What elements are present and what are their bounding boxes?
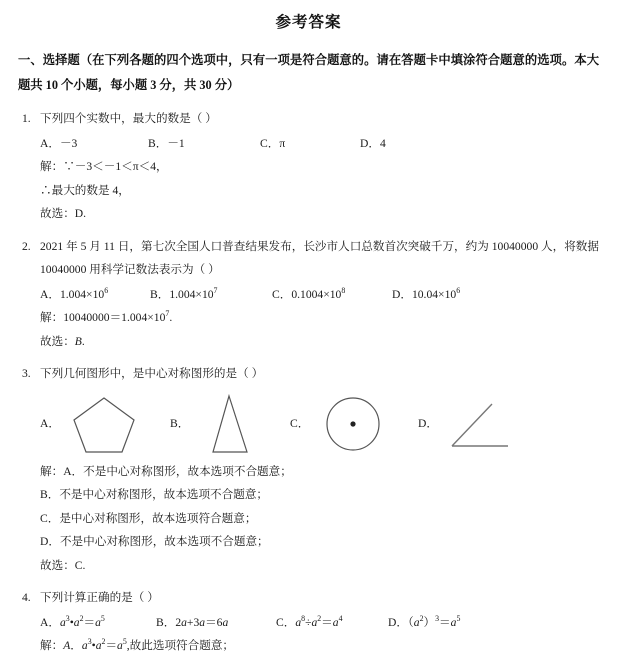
option-a: A．$1.004\times 10^6$ (40, 285, 109, 301)
option-d: D．4 (360, 136, 386, 150)
question-stem: 下列计算正确的是（ ） (40, 591, 159, 604)
option-d: D．$10.04\times 10^6$ (392, 285, 461, 301)
shape-option-b (170, 388, 290, 460)
shape-option-c (290, 388, 418, 460)
option-c: C．$0.1004\times 10^8$ (272, 285, 346, 301)
solution-line: 解：A．$a^3•a^2=a^5$,故此选项符合题意； (40, 637, 235, 652)
solution-line: 解：$10040000=1.004\times 10^7$. (40, 309, 173, 324)
solution-line: 解：A．不是中心对称图形，故本选项不合题意； (40, 464, 292, 478)
circle-with-center-icon (317, 392, 389, 456)
question-stem: 下列几何图形中，是中心对称图形的是（ ） (40, 367, 264, 380)
question-number: 2. (22, 239, 31, 253)
option-label-a: A． (40, 416, 60, 430)
option-c: C．$a^8\div a^2=a^4$ (276, 613, 343, 629)
option-b: B．2a+3a＝6a (156, 615, 229, 629)
shape-option-row (40, 388, 599, 460)
option-label-d: D． (418, 416, 438, 430)
question-stem: 下列四个实数中，最大的数是（ ） (40, 112, 217, 125)
solution-line: C．是中心对称图形，故本选项符合题意； (40, 511, 257, 525)
question-number: 1. (22, 112, 31, 125)
option-c: C．π (260, 136, 286, 150)
section-header: 一、选择题（在下列各题的四个选项中，只有一项是符合题意的。请在答题卡中填涂符合题意的选项。本大题共 10 个小题，每小题 3 分，共 30 分） (18, 53, 599, 92)
option-b: B．$1.004\times 10^7$ (150, 285, 218, 301)
question-3 (0, 362, 617, 577)
solution-line: ∴最大的数是 4， (40, 183, 130, 197)
angle-icon (446, 392, 518, 456)
solution-answer: 故选：B. (40, 334, 85, 348)
option-row (40, 283, 599, 307)
option-a: A．－3 (40, 136, 78, 150)
solution-answer: 故选：C. (40, 558, 86, 572)
option-d: D．$(a^2)^3=a^5$ (388, 613, 461, 629)
question-4 (0, 586, 617, 658)
solution-answer: 故选：D. (40, 207, 87, 220)
question-1 (0, 107, 617, 226)
shape-option-a (40, 388, 170, 460)
option-row (40, 132, 599, 156)
solution-line: D．不是中心对称图形，故本选项不合题意； (40, 535, 269, 548)
option-label-c: C． (290, 416, 310, 430)
option-b: B．－1 (148, 136, 185, 150)
question-stem: 2021 年 5 月 11 日，第七次全国人口普查结果发布，长沙市人口总数首次突破千万，约为 10040000 人，将数据 10040000 用科学记数法表示为（ ） (40, 239, 599, 276)
page-title: 参考答案 (275, 14, 342, 31)
pentagon-icon (68, 392, 140, 456)
question-2 (0, 235, 617, 354)
question-number: 3. (22, 367, 31, 380)
triangle-icon (197, 392, 269, 456)
question-number: 4. (22, 591, 31, 604)
option-a: A．$a^3•a^2=a^5$ (40, 613, 105, 629)
solution-line: B．不是中心对称图形，故本选项不合题意； (40, 488, 269, 501)
solution-line: 解：∵－3＜－1＜π＜4， (40, 160, 168, 173)
shape-option-d (418, 388, 538, 460)
option-label-b: B． (170, 416, 190, 430)
option-row (40, 611, 599, 635)
answer-sheet-page (0, 12, 617, 652)
